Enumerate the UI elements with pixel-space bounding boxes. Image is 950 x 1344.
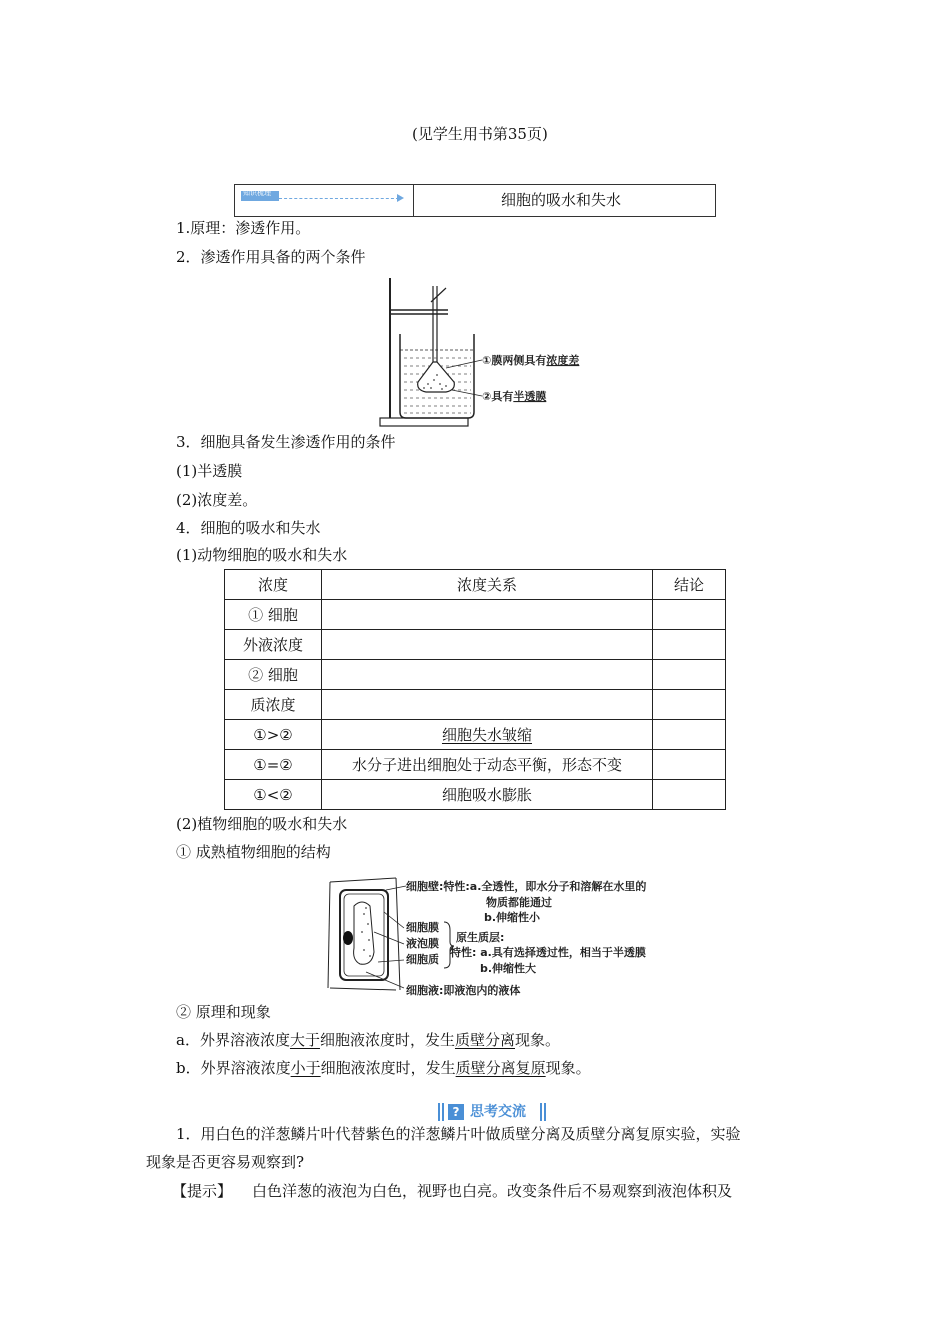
item-plant-structure: ① 成熟植物细胞的结构	[176, 843, 331, 861]
plant-protoplast-trait: 特性: a.具有选择透过性，相当于半透膜	[450, 946, 646, 959]
phenomenon-b-key2: 质壁分离复原	[455, 1059, 546, 1077]
table-row	[225, 600, 726, 630]
table-cell	[322, 720, 653, 750]
table-cell: ①=②	[225, 750, 322, 780]
plant-sap-label: 细胞液:即液泡内的液体	[406, 984, 521, 997]
item-animal-cell: (1)动物细胞的吸水和失水	[176, 546, 348, 564]
page-reference: (见学生用书第35页)	[412, 125, 548, 143]
table-row	[225, 630, 726, 660]
hint-label: 【提示】	[172, 1182, 233, 1200]
plant-cytoplasm-label: 细胞质	[406, 953, 439, 966]
table-cell	[322, 690, 653, 720]
phenomenon-a: a．外界溶液浓度大于细胞液浓度时，发生质壁分离现象。	[176, 1031, 561, 1049]
item-principle: 1.原理：渗透作用。	[176, 219, 311, 237]
table-cell: ①>②	[225, 720, 322, 750]
table-cell	[653, 780, 726, 810]
item-semipermeable: (1)半透膜	[176, 462, 243, 480]
section-title-box	[234, 184, 716, 217]
table-cell	[322, 630, 653, 660]
svg-text:①膜两侧具有浓度差	[482, 353, 579, 367]
plant-wall-label: 细胞壁:特性:a.全透性，即水分子和溶解在水里的	[406, 880, 647, 893]
osmosis-label-gradient: ①膜两侧具有	[482, 354, 547, 367]
item-absorption-loss: 4．细胞的吸水和失水	[176, 519, 321, 537]
osmosis-label-membrane-key: 半透膜	[513, 390, 547, 403]
table-cell	[322, 600, 653, 630]
table-row	[225, 660, 726, 690]
table-row	[225, 780, 726, 810]
section-title: 细胞的吸水和失水	[501, 191, 622, 209]
item-plant-cell: (2)植物细胞的吸水和失水	[176, 815, 348, 833]
table-cell: ① 细胞	[225, 600, 322, 630]
svg-text:②具有半透膜	[482, 389, 546, 403]
table-cell	[653, 690, 726, 720]
table-cell: ② 细胞	[225, 660, 322, 690]
hint-text: 白色洋葱的液泡为白色，视野也白亮。改变条件后不易观察到液泡体积及	[252, 1182, 733, 1200]
table-cell	[653, 600, 726, 630]
table-cell: 细胞吸水膨胀	[322, 780, 653, 810]
table-row	[225, 720, 726, 750]
table-header-row	[225, 570, 726, 600]
plant-protoplast-trait-2: b.伸缩性大	[480, 962, 537, 975]
osmosis-label-membrane: ②具有	[482, 390, 514, 403]
table-cell	[653, 750, 726, 780]
item-osmosis-conditions: 2．渗透作用具备的两个条件	[176, 248, 366, 266]
table-row	[225, 750, 726, 780]
table-header: 浓度	[225, 570, 322, 600]
phenomenon-b-key1: 小于	[290, 1059, 321, 1077]
phenomenon-a-key1: 大于	[289, 1031, 320, 1049]
plant-wall-label-3: b.伸缩性小	[484, 911, 541, 924]
plant-wall-label-2: 物质都能通过	[486, 896, 552, 909]
question-icon: ?	[448, 1104, 464, 1120]
item-principle-phenomena: ② 原理和现象	[176, 1003, 271, 1021]
hint-line	[172, 1181, 732, 1201]
table-header: 结论	[653, 570, 726, 600]
table-cell: 外液浓度	[225, 630, 322, 660]
plant-tonoplast-label: 液泡膜	[406, 937, 439, 950]
phenomenon-b: b．外界溶液浓度小于细胞液浓度时，发生质壁分离复原现象。	[176, 1059, 591, 1077]
question-1-line-2: 现象是否更容易观察到?	[146, 1153, 305, 1171]
table-row	[225, 690, 726, 720]
osmosis-label-gradient-key: 浓度差	[546, 354, 580, 367]
table-cell	[322, 660, 653, 690]
table-cell: ①<②	[225, 780, 322, 810]
item-gradient: (2)浓度差。	[176, 491, 258, 509]
plant-cell-figure	[326, 872, 676, 998]
table-cell	[653, 630, 726, 660]
concentration-table	[224, 569, 726, 810]
section-tag: 知识梳理	[235, 185, 414, 216]
item-cell-osmosis-conditions: 3．细胞具备发生渗透作用的条件	[176, 433, 396, 451]
question-1-line-1: 1．用白色的洋葱鳞片叶代替紫色的洋葱鳞片叶做质壁分离及质壁分离复原实验，实验	[176, 1125, 741, 1143]
table-header: 浓度关系	[322, 570, 653, 600]
table-cell-underlined: 细胞失水皱缩	[441, 726, 532, 744]
table-cell	[653, 660, 726, 690]
table-cell: 质浓度	[225, 690, 322, 720]
table-cell: 水分子进出细胞处于动态平衡，形态不变	[322, 750, 653, 780]
table-cell	[653, 720, 726, 750]
osmosis-apparatus-figure	[376, 272, 616, 430]
plant-protoplast-label: 原生质层:	[456, 931, 505, 944]
phenomenon-a-key2: 质壁分离	[454, 1031, 515, 1049]
plant-membrane-label: 细胞膜	[406, 921, 439, 934]
